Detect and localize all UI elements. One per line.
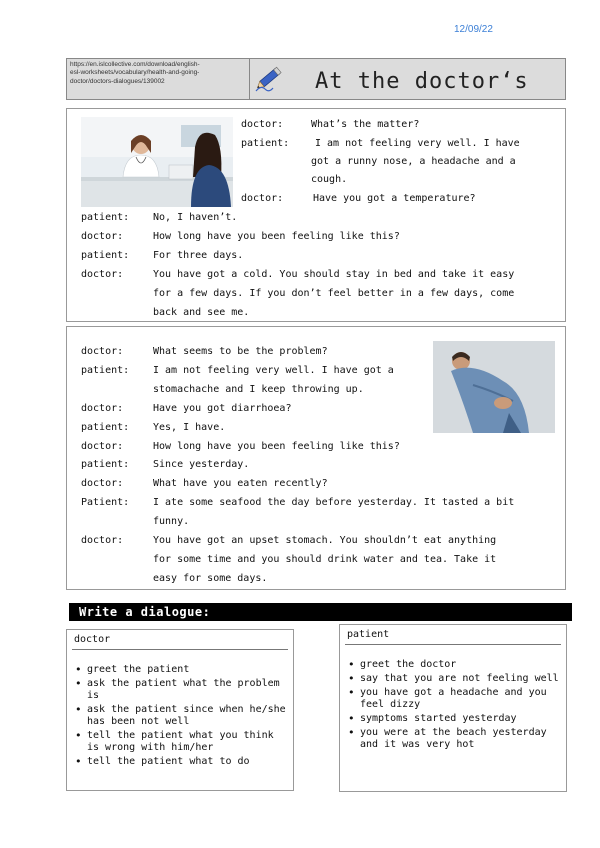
dialogue-line: What have you eaten recently? (153, 478, 328, 489)
dialogue-line: Yes, I have. (153, 422, 226, 433)
section-banner: Write a dialogue: (69, 603, 572, 621)
dialogue-line: What’s the matter? (311, 119, 420, 130)
speaker-label: patient: (81, 422, 130, 433)
list-item: • greet the doctor (346, 659, 560, 671)
dialogue-line: for some time and you should drink water and tea. Take it (153, 554, 497, 565)
source-url[interactable] (70, 61, 246, 86)
task-heading: patient (347, 629, 390, 640)
list-item: • greet the patient (73, 664, 287, 676)
patient-task-box (339, 624, 567, 792)
sick-man-photo (433, 341, 555, 433)
speaker-label: doctor: (81, 346, 124, 357)
dialogue-line: I am not feeling very well. I have (315, 138, 520, 149)
dialogue-line: got a runny nose, a headache and a (311, 156, 516, 167)
speaker-label: patient: (241, 138, 290, 149)
dialogue-box-2 (66, 326, 566, 590)
source-url-line: doctor/doctors-dialogues/139002 (70, 77, 165, 85)
header-divider (249, 59, 250, 99)
dialogue-line: cough. (311, 174, 348, 185)
dialogue-line: Since yesterday. (153, 459, 250, 470)
list-item: • tell the patient what to do (73, 756, 287, 768)
date: 12/09/22 (454, 24, 493, 35)
dialogue-line: for a few days. If you don’t feel better in a few days, come (153, 288, 515, 299)
list-item: • ask the patient since when he/she has been not well (73, 704, 287, 728)
speaker-label: doctor: (241, 119, 284, 130)
speaker-label: Patient: (81, 497, 130, 508)
task-heading: doctor (74, 634, 111, 645)
heading-rule (345, 644, 561, 645)
dialogue-line: funny. (153, 516, 190, 527)
list-item: • tell the patient what you think is wrong with him/her (73, 730, 287, 754)
doctor-patient-photo (81, 117, 233, 207)
dialogue-line: How long have you been feeling like this? (153, 441, 400, 452)
list-item: • symptoms started yesterday (346, 713, 560, 725)
dialogue-line: How long have you been feeling like this? (153, 231, 400, 242)
dialogue-line: I ate some seafood the day before yesterday. It tasted a bit (153, 497, 515, 508)
source-url-line: https://en.islcollective.com/download/english- (70, 61, 200, 68)
speaker-label: patient: (81, 212, 130, 223)
worksheet-header (66, 58, 566, 100)
doctor-task-box (66, 629, 294, 791)
dialogue-line: I am not feeling very well. I have got a (153, 365, 394, 376)
speaker-label: doctor: (81, 403, 124, 414)
dialogue-line: You have got a cold. You should stay in bed and take it easy (153, 269, 515, 280)
dialogue-line: What seems to be the problem? (153, 346, 328, 357)
speaker-label: patient: (81, 365, 130, 376)
list-item: • you have got a headache and you feel dizzy (346, 687, 560, 711)
speaker-label: patient: (81, 250, 130, 261)
speaker-label: doctor: (81, 535, 124, 546)
heading-rule (72, 649, 288, 650)
dialogue-line: No, I haven’t. (153, 212, 238, 223)
source-url-line: esl-worksheets/vocabulary/health-and-going- (70, 69, 200, 77)
speaker-label: doctor: (81, 478, 124, 489)
page-title: At the doctor‘s (315, 69, 529, 94)
dialogue-line: For three days. (153, 250, 244, 261)
patient-task-list (346, 659, 560, 753)
list-item: • you were at the beach yesterday and it was very hot (346, 727, 560, 751)
speaker-label: doctor: (81, 231, 124, 242)
dialogue-line: Have you got diarrhoea? (153, 403, 292, 414)
list-item: • ask the patient what the problem is (73, 678, 287, 702)
speaker-label: doctor: (81, 441, 124, 452)
dialogue-line: back and see me. (153, 307, 250, 318)
speaker-label: patient: (81, 459, 130, 470)
list-item: • say that you are not feeling well (346, 673, 560, 685)
dialogue-line: You have got an upset stomach. You shouldn’t eat anything (153, 535, 497, 546)
dialogue-line: stomachache and I keep throwing up. (153, 384, 364, 395)
speaker-label: doctor: (81, 269, 124, 280)
pencil-icon (253, 61, 287, 95)
doctor-task-list (73, 664, 287, 770)
dialogue-line: Have you got a temperature? (313, 193, 476, 204)
speaker-label: doctor: (241, 193, 284, 204)
dialogue-line: easy for some days. (153, 573, 268, 584)
dialogue-box-1 (66, 108, 566, 322)
